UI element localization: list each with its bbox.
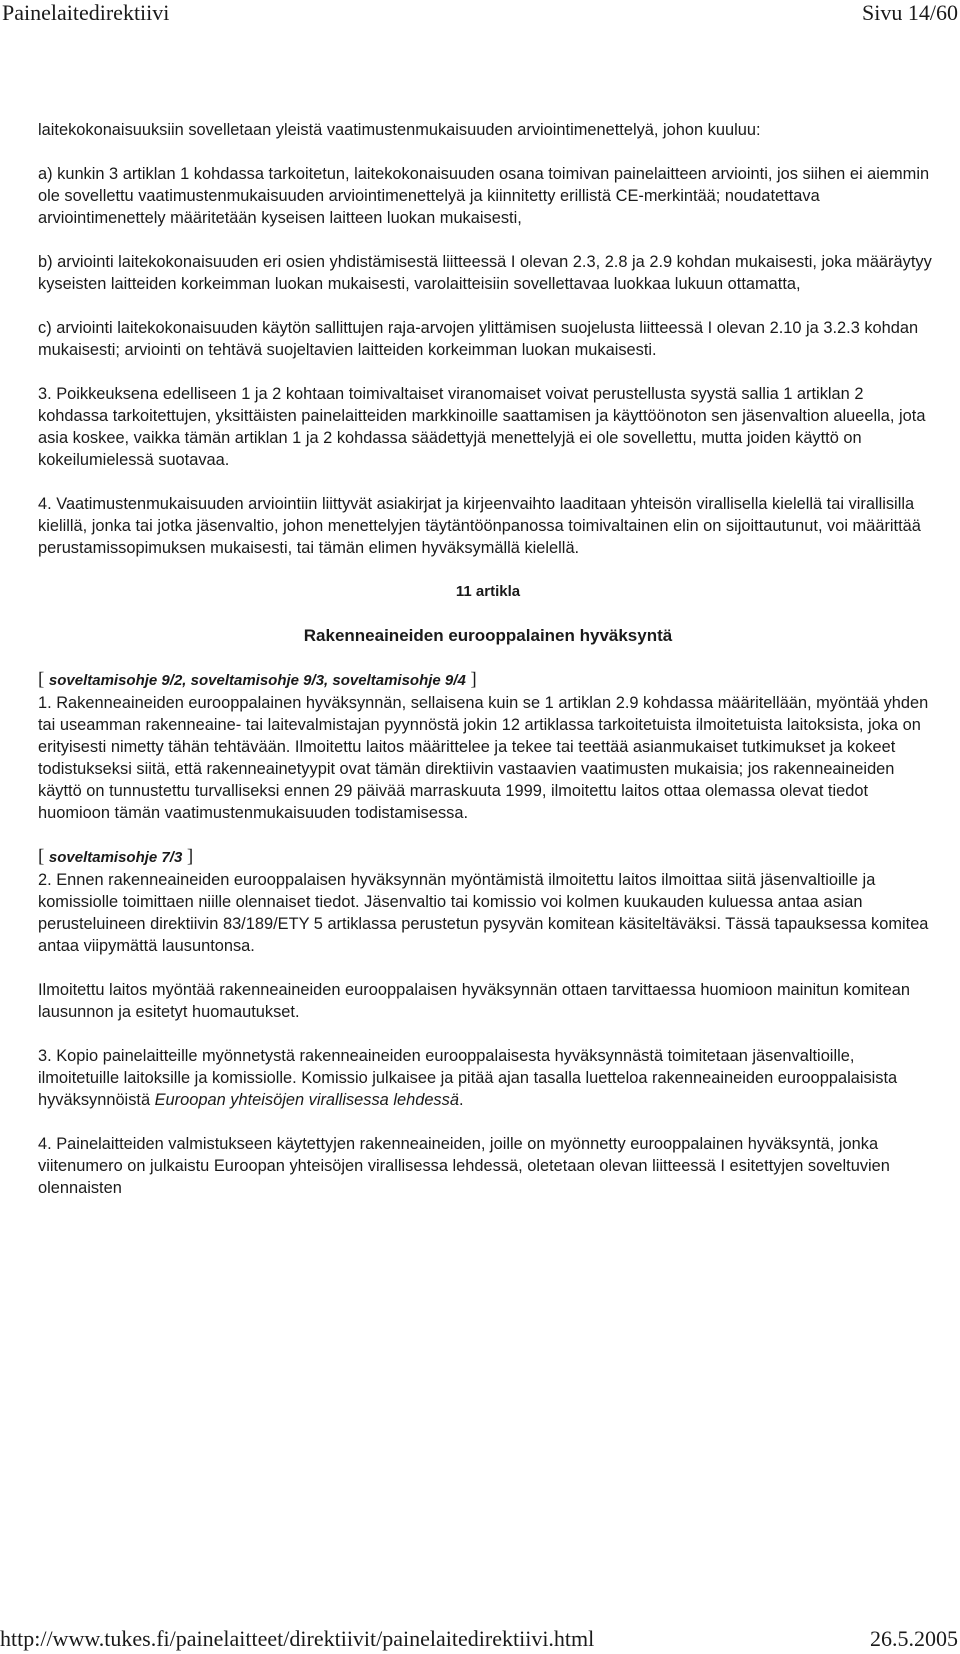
- guidance-link-9-2[interactable]: soveltamisohje 9/2: [48, 672, 183, 689]
- bracket-open: [: [38, 846, 45, 867]
- guidance-link-9-4[interactable]: soveltamisohje 9/4: [332, 672, 466, 689]
- paragraph-3: 3. Poikkeuksena edelliseen 1 ja 2 kohtaan toimivaltaiset viranomaiset voivat perustellusta syystä sallia 1 artiklan 2 kohdassa tarkoitettujen, yksittäisten painelaitteiden markkinoille saattamisen ja käyttöönoton sen jäsenvaltion alueella, jota asia koskee, vaikka tämän artiklan 1 ja 2 kohdassa säädettyjä menettelyjä ei ole sovellettu, mutta joiden käyttö on kokeilumielessä suotavaa.: [38, 385, 926, 469]
- document-body: [38, 119, 938, 1199]
- article-paragraph-4: 4. Painelaitteiden valmistukseen käytettyjen rakenneaineiden, joille on myönnetty eurooppalainen hyväksyntä, jonka viitenumero on julkaistu Euroopan yhteisöjen virallisessa lehdessä, oletetaan olevan liitteessä I esitettyjen soveltuvien olennaisten: [38, 1135, 890, 1197]
- bracket-close: ]: [470, 669, 477, 690]
- guidance-references-1: [38, 669, 938, 692]
- paragraph-intro: laitekokonaisuuksiin sovelletaan yleistä vaatimustenmukaisuuden arviointimenettelyä, johon kuuluu:: [38, 121, 761, 139]
- article-title: Rakenneaineiden eurooppalainen hyväksyntä: [303, 626, 673, 645]
- article-number: 11 artikla: [455, 583, 521, 600]
- document-title: Painelaitedirektiivi: [2, 0, 170, 25]
- page-header: [0, 0, 960, 30]
- article-paragraph-2: 2. Ennen rakenneaineiden eurooppalaisen hyväksynnän myöntämistä ilmoitettu laitos ilmoittaa siitä jäsenvaltioille ja komissiolle toimittaen niille olennaiset tiedot. Jäsenvaltio tai komissio voi kolmen kuukauden kuluessa antaa asian perusteluineen direktiivin 83/189/ETY 5 artiklassa perustetun pysyvän komitean käsiteltäväksi. Tässä tapauksessa komitea antaa viipymättä lausuntonsa.: [38, 871, 929, 955]
- paragraph-b: b) arviointi laitekokonaisuuden eri osien yhdistämisestä liitteessä I olevan 2.3, 2.8 ja 2.9 kohdan mukaisesti, joka määräytyy kyseisten laitteiden korkeimman luokan mukaisesti, varolaitteisiin sovellettavaa luokkaa lukuun ottamatta,: [38, 253, 932, 293]
- page-footer: [0, 1626, 960, 1654]
- paragraph-4: 4. Vaatimustenmukaisuuden arviointiin liittyvät asiakirjat ja kirjeenvaihto laaditaan yhteisön virallisella kielellä tai virallisilla kielillä, jonka tai jotka jäsenvaltio, johon menettelyjen täytäntöönpanossa toimivaltainen elin on sijoittautunut, voi määrittää perustamissopimuksen mukaisesti, tai tämän elimen hyväksymällä kielellä.: [38, 495, 921, 557]
- print-date: 26.5.2005: [870, 1626, 958, 1651]
- guidance-link-9-3[interactable]: soveltamisohje 9/3: [190, 672, 325, 689]
- bracket-close: ]: [186, 846, 194, 867]
- article-paragraph-3: [38, 1045, 938, 1111]
- bracket-open: [: [38, 669, 45, 690]
- journal-name: Euroopan yhteisöjen virallisessa lehdessä: [154, 1091, 459, 1109]
- paragraph-3-end: .: [458, 1091, 464, 1109]
- paragraph-3-text: 3. Kopio painelaitteille myönnetystä rakenneaineiden eurooppalaisesta hyväksynnästä toimitetaan jäsenvaltioille, ilmoitetuille laitoksille ja komissiolle. Komissio julkaisee ja pitää ajan tasalla luetteloa rakenneaineiden eurooppalaisista hyväksynnöistä: [38, 1047, 898, 1109]
- link-separator: ,: [182, 672, 191, 689]
- link-separator: ,: [324, 672, 333, 689]
- page-number: Sivu 14/60: [862, 0, 958, 25]
- paragraph-c: c) arviointi laitekokonaisuuden käytön sallittujen raja-arvojen ylittämisen suojelusta liitteessä I olevan 2.10 ja 3.2.3 kohdan mukaisesti; arviointi on tehtävä suojeltavien laitteiden korkeimman luokan mukaisesti.: [38, 319, 919, 359]
- guidance-link-7-3[interactable]: soveltamisohje 7/3: [48, 849, 183, 866]
- paragraph-a: a) kunkin 3 artiklan 1 kohdassa tarkoitetun, laitekokonaisuuden osana toimivan painelaitteen arviointi, jos siihen ei aiemmin ole sovellettu vaatimustenmukaisuuden arviointimenettelyä ja kiinnitetty erillistä CE-merkintää; noudatettava arviointimenettely määritetään kyseisen laitteen luokan mukaisesti,: [38, 165, 930, 227]
- guidance-references-2: [38, 846, 938, 869]
- source-url: http://www.tukes.fi/painelaitteet/direktiivit/painelaitedirektiivi.html: [0, 1626, 595, 1651]
- article-paragraph-2b: Ilmoitettu laitos myöntää rakenneaineiden eurooppalaisen hyväksynnän ottaen tarvittaessa huomioon mainitun komitean lausunnon ja esitetyt huomautukset.: [38, 981, 910, 1021]
- article-paragraph-1: 1. Rakenneaineiden eurooppalainen hyväksynnän, sellaisena kuin se 1 artiklan 2.9 kohdassa määritellään, myöntää yhden tai useamman rakenneaine- tai laitevalmistajan pyynnöstä jokin 12 artiklassa tarkoitetuista ilmoitetuista laitoksista, joka on erityisesti nimetty tähän tehtävään. Ilmoitettu laitos määrittelee ja tekee tai teettää asianmukaiset tutkimukset ja kokeet todistukseksi siitä, että rakenneainetyypit ovat tämän direktiivin vastaavien vaatimusten mukaisia; jos rakenneaineiden käyttö on tunnustettu turvalliseksi ennen 29 päivää marraskuuta 1999, ilmoitettu laitos ottaa olemassa olevat tiedot huomioon tämän vaatimustenmukaisuuden todistamisessa.: [38, 694, 929, 822]
